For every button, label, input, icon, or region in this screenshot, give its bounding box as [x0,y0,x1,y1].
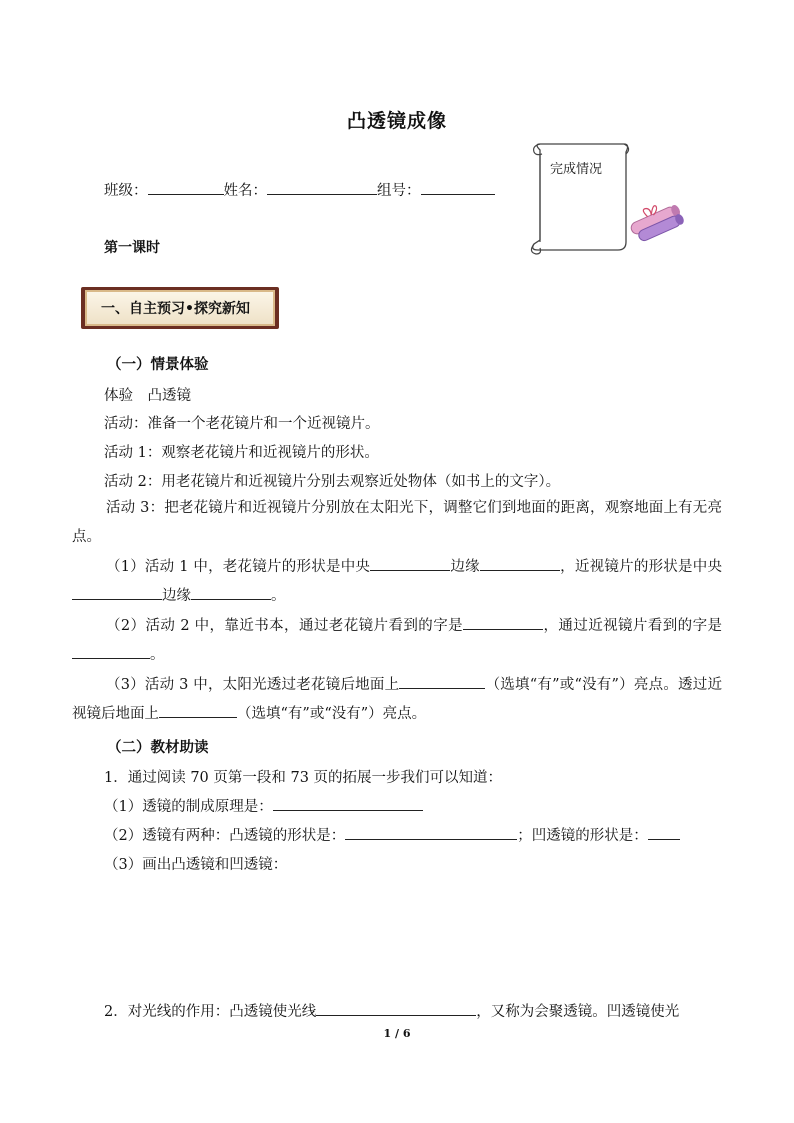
q1-blank-3[interactable] [72,585,162,600]
q1-text-c: ，近视镜片的形状是中央 [559,559,723,575]
activity-3-paragraph: 活动 3：把老花镜片和近视镜片分别放在太阳光下，调整它们到地面的距离，观察地面上有无亮点。 [72,500,722,545]
page-number: 1 / 6 [383,1027,411,1040]
p1-text: （1）透镜的制成原理是： [104,799,273,815]
item2-blank[interactable] [316,1001,476,1016]
q3-blank-2[interactable] [159,703,237,718]
q2-text-c: 。 [150,647,165,663]
activity-1-line: 活动 1：观察老花镜片和近视镜片的形状。 [104,445,379,461]
question-1 [72,553,722,611]
group-label: 组号： [377,183,421,199]
q3-blank-1[interactable] [399,674,485,689]
q1-blank-1[interactable] [370,556,450,571]
class-blank[interactable] [148,180,224,195]
question-3 [72,671,722,729]
section-heading-2: （二）教材助读 [107,740,209,756]
section-banner [81,287,279,329]
student-info-row [104,179,495,200]
reading-point-1 [104,795,423,816]
p2-blank-1[interactable] [345,825,517,840]
experience-line: 体验 凸透镜 [104,388,191,404]
completion-label: 完成情况 [550,162,603,177]
group-blank[interactable] [421,180,495,195]
q1-blank-4[interactable] [191,585,271,600]
class-label: 班级： [104,183,148,199]
q1-text-b: 边缘 [450,559,480,575]
q1-text-e: 。 [271,588,286,604]
q2-blank-1[interactable] [463,615,543,630]
p2-text-a: （2）透镜有两种：凸透镜的形状是： [104,828,346,844]
lesson-label: 第一课时 [104,240,160,256]
p1-blank[interactable] [273,796,423,811]
reading-point-3: （3）画出凸透镜和凹透镜： [104,857,288,873]
name-label: 姓名： [223,183,267,199]
section-heading-1: （一）情景体验 [107,357,209,373]
page-title: 凸透镜成像 [346,110,447,132]
q1-text-a: （1）活动 1 中，老花镜片的形状是中央 [106,559,371,575]
activity-line: 活动：准备一个老花镜片和一个近视镜片。 [104,416,380,432]
item2-text-b: ，又称为会聚透镜。凹透镜使光 [476,1004,680,1020]
q1-blank-2[interactable] [480,556,560,571]
reading-point-2 [104,824,680,845]
p2-blank-2[interactable] [648,825,680,840]
q2-text-b: ，通过近视镜片看到的字是 [543,618,723,634]
activity-2-line: 活动 2：用老花镜片和近视镜片分别去观察近处物体（如书上的文字）。 [104,474,561,490]
question-2 [72,612,722,670]
q2-blank-2[interactable] [72,644,150,659]
q3-text-a: （3）活动 3 中，太阳光透过老花镜后地面上 [106,677,400,693]
p2-text-b: ；凹透镜的形状是： [517,828,648,844]
item2-text-a: 2．对光线的作用：凸透镜使光线 [104,1004,317,1020]
section-banner-text: 一、自主预习•探究新知 [85,290,275,326]
q3-text-b: （选填“有”或“没有”）亮点。透过近视镜后地面上 [72,677,722,722]
q2-text-a: （2）活动 2 中，靠近书本，通过老花镜片看到的字是 [106,618,464,634]
q3-text-c: （选填“有”或“没有”）亮点。 [237,706,427,722]
name-blank[interactable] [267,180,377,195]
q1-text-d: 边缘 [162,588,191,604]
rolled-scroll-icon [624,196,686,246]
reading-intro: 1．通过阅读 70 页第一段和 73 页的拓展一步我们可以知道： [104,770,503,786]
light-effect-line [104,1000,679,1021]
